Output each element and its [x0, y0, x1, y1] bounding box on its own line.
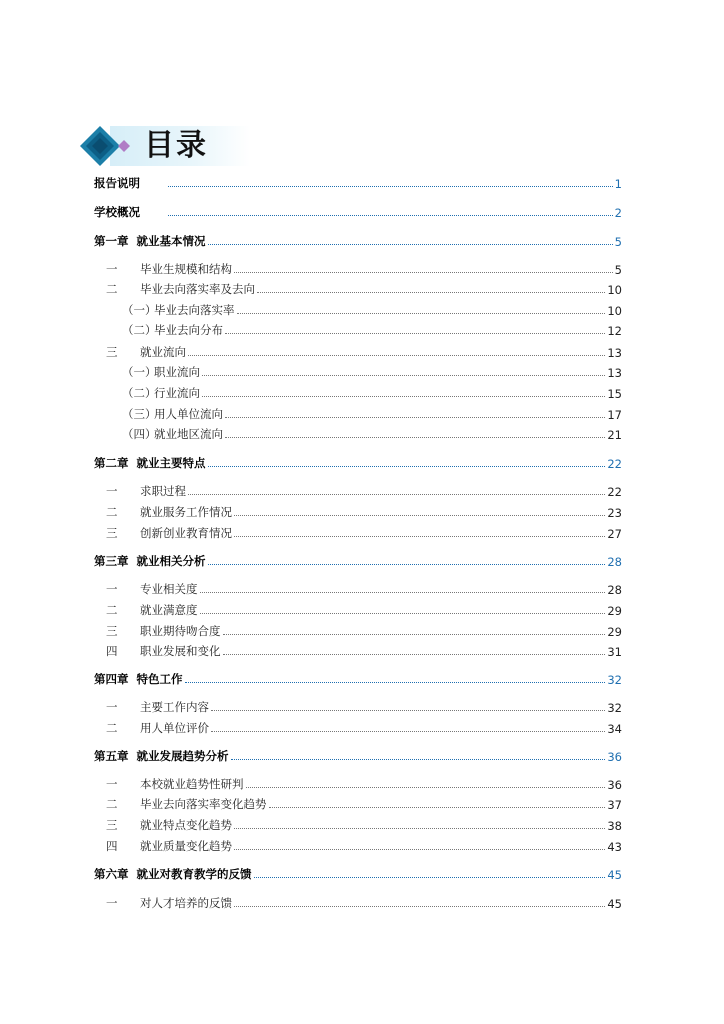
entry-label: 主要工作内容: [140, 700, 209, 714]
entry-label: 毕业生规模和结构: [140, 262, 232, 276]
page-number: 43: [607, 840, 622, 854]
entry-label: 毕业去向分布: [154, 323, 223, 337]
dot-leader: [185, 682, 606, 683]
entry-label: 本校就业趋势性研判: [140, 777, 244, 791]
entry-label: 职业流向: [154, 365, 200, 379]
toc-chapter-entry[interactable]: [94, 665, 622, 687]
dot-leader: [234, 849, 605, 850]
entry-label: 职业期待吻合度: [140, 624, 221, 638]
toc-section-entry[interactable]: [122, 358, 622, 380]
dot-leader: [246, 787, 606, 788]
section-number: 三: [106, 818, 118, 832]
entry-label: 就业服务工作情况: [140, 505, 232, 519]
page-number: 10: [607, 304, 622, 318]
toc-section-entry[interactable]: [122, 296, 622, 318]
toc-section-entry[interactable]: [106, 575, 622, 597]
page-number: 45: [607, 868, 622, 882]
section-number: （一）: [122, 303, 157, 317]
entry-label: 就业发展趋势分析: [136, 749, 229, 763]
entry-label: 创新创业教育情况: [140, 526, 232, 540]
page-number: 29: [607, 604, 622, 618]
entry-label: 毕业去向落实率及去向: [140, 282, 255, 296]
section-number: 二: [106, 721, 118, 735]
entry-label: 就业地区流向: [154, 427, 223, 441]
dot-leader: [234, 536, 605, 537]
dot-leader: [202, 375, 605, 376]
dot-leader: [225, 417, 605, 418]
page-number: 1: [614, 177, 622, 191]
chapter-number: 第三章: [94, 554, 137, 568]
page-number: 5: [614, 263, 622, 277]
toc-chapter-entry[interactable]: [94, 198, 622, 220]
toc-chapter-entry[interactable]: [94, 860, 622, 882]
page-number: 34: [607, 722, 622, 736]
page-number: 22: [607, 485, 622, 499]
page-number: 29: [607, 625, 622, 639]
entry-label: 求职过程: [140, 484, 186, 498]
page-title: 目录: [144, 128, 208, 163]
entry-label: 专业相关度: [140, 582, 198, 596]
page-number: 32: [607, 701, 622, 715]
page-number: 28: [607, 583, 622, 597]
section-number: 一: [106, 262, 118, 276]
page-number: 17: [607, 408, 622, 422]
dot-leader: [269, 807, 606, 808]
entry-label: 毕业去向落实率: [154, 303, 235, 317]
toc-section-entry[interactable]: [106, 617, 622, 639]
entry-label: 职业发展和变化: [140, 644, 221, 658]
page-number: 13: [607, 346, 622, 360]
dot-leader: [234, 828, 605, 829]
dot-leader: [168, 215, 613, 216]
entry-label: 报告说明: [94, 176, 140, 190]
dot-leader: [223, 634, 606, 635]
toc-chapter-entry[interactable]: [94, 742, 622, 764]
entry-label: 就业相关分析: [136, 554, 206, 568]
section-number: 一: [106, 582, 118, 596]
section-number: 三: [106, 526, 118, 540]
section-number: 二: [106, 603, 118, 617]
entry-label: 就业流向: [140, 345, 186, 359]
toc-section-entry[interactable]: [106, 637, 622, 659]
page-number: 2: [614, 206, 622, 220]
page-number: 32: [607, 673, 622, 687]
entry-label: 就业满意度: [140, 603, 198, 617]
page-number: 5: [614, 235, 622, 249]
toc-section-entry[interactable]: [106, 693, 622, 715]
page-number: 28: [607, 555, 622, 569]
section-number: （二）: [122, 323, 157, 337]
toc-chapter-entry[interactable]: [94, 547, 622, 569]
toc-chapter-entry[interactable]: [94, 449, 622, 471]
entry-label: 对人才培养的反馈: [140, 896, 232, 910]
section-number: 四: [106, 644, 118, 658]
section-number: 一: [106, 896, 118, 910]
entry-label: 行业流向: [154, 386, 200, 400]
dot-leader: [237, 313, 606, 314]
toc-section-entry[interactable]: [106, 498, 622, 520]
chapter-number: 第五章: [94, 749, 137, 763]
toc-section-entry[interactable]: [106, 889, 622, 911]
page-number: 23: [607, 506, 622, 520]
page-number: 22: [607, 457, 622, 471]
page-number: 12: [607, 324, 622, 338]
page-number: 38: [607, 819, 622, 833]
toc-section-entry[interactable]: [122, 379, 622, 401]
page-number: 37: [607, 798, 622, 812]
page-number: 45: [607, 897, 622, 911]
dot-leader: [168, 186, 613, 187]
section-number: （三）: [122, 407, 157, 421]
entry-label: 就业基本情况: [136, 234, 206, 248]
page-number: 13: [607, 366, 622, 380]
section-number: 二: [106, 797, 118, 811]
toc-section-entry[interactable]: [122, 316, 622, 338]
dot-leader: [225, 333, 605, 334]
section-number: 二: [106, 505, 118, 519]
section-number: 三: [106, 345, 118, 359]
toc-section-entry[interactable]: [106, 338, 622, 360]
toc-section-entry[interactable]: [106, 790, 622, 812]
entry-label: 用人单位评价: [140, 721, 209, 735]
entry-label: 就业对教育教学的反馈: [136, 867, 252, 881]
section-number: （一）: [122, 365, 157, 379]
chapter-number: 第四章: [94, 672, 137, 686]
dot-leader: [223, 654, 606, 655]
page-number: 10: [607, 283, 622, 297]
chapter-number: 第一章: [94, 234, 137, 248]
section-number: 二: [106, 282, 118, 296]
diamond-logo-icon: [80, 124, 136, 168]
dot-leader: [188, 494, 605, 495]
dot-leader: [208, 244, 613, 245]
section-number: 一: [106, 484, 118, 498]
section-number: 四: [106, 839, 118, 853]
entry-label: 用人单位流向: [154, 407, 223, 421]
toc-section-entry[interactable]: [122, 400, 622, 422]
page-number: 27: [607, 527, 622, 541]
toc-section-entry[interactable]: [106, 770, 622, 792]
toc-section-entry[interactable]: [106, 596, 622, 618]
toc-section-entry[interactable]: [106, 714, 622, 736]
section-number: 一: [106, 777, 118, 791]
dot-leader: [208, 564, 606, 565]
dot-leader: [225, 437, 605, 438]
toc-header: [80, 124, 250, 168]
entry-label: 特色工作: [136, 672, 183, 686]
entry-label: 就业主要特点: [136, 456, 206, 470]
dot-leader: [211, 710, 605, 711]
dot-leader: [231, 759, 606, 760]
toc-chapter-entry[interactable]: [94, 227, 622, 249]
dot-leader: [200, 613, 606, 614]
page-number: 31: [607, 645, 622, 659]
dot-leader: [257, 292, 605, 293]
dot-leader: [208, 466, 606, 467]
toc-section-entry[interactable]: [106, 255, 622, 277]
page-number: 21: [607, 428, 622, 442]
entry-label: 毕业去向落实率变化趋势: [140, 797, 267, 811]
toc-section-entry[interactable]: [106, 832, 622, 854]
toc-section-entry[interactable]: [106, 275, 622, 297]
entry-label: 学校概况: [94, 205, 140, 219]
dot-leader: [202, 396, 605, 397]
toc-section-entry[interactable]: [106, 519, 622, 541]
page-number: 36: [607, 778, 622, 792]
dot-leader: [254, 877, 606, 878]
dot-leader: [211, 731, 605, 732]
section-number: （二）: [122, 386, 157, 400]
toc-section-entry[interactable]: [106, 811, 622, 833]
section-number: 三: [106, 624, 118, 638]
dot-leader: [234, 906, 605, 907]
page-number: 15: [607, 387, 622, 401]
dot-leader: [188, 355, 605, 356]
dot-leader: [234, 515, 605, 516]
toc-section-entry[interactable]: [122, 420, 622, 442]
chapter-number: 第二章: [94, 456, 137, 470]
entry-label: 就业质量变化趋势: [140, 839, 232, 853]
chapter-number: 第六章: [94, 867, 137, 881]
dot-leader: [200, 592, 606, 593]
dot-leader: [234, 272, 613, 273]
entry-label: 就业特点变化趋势: [140, 818, 232, 832]
toc-section-entry[interactable]: [106, 477, 622, 499]
toc-chapter-entry[interactable]: [94, 169, 622, 191]
section-number: 一: [106, 700, 118, 714]
page-number: 36: [607, 750, 622, 764]
section-number: （四）: [122, 427, 157, 441]
